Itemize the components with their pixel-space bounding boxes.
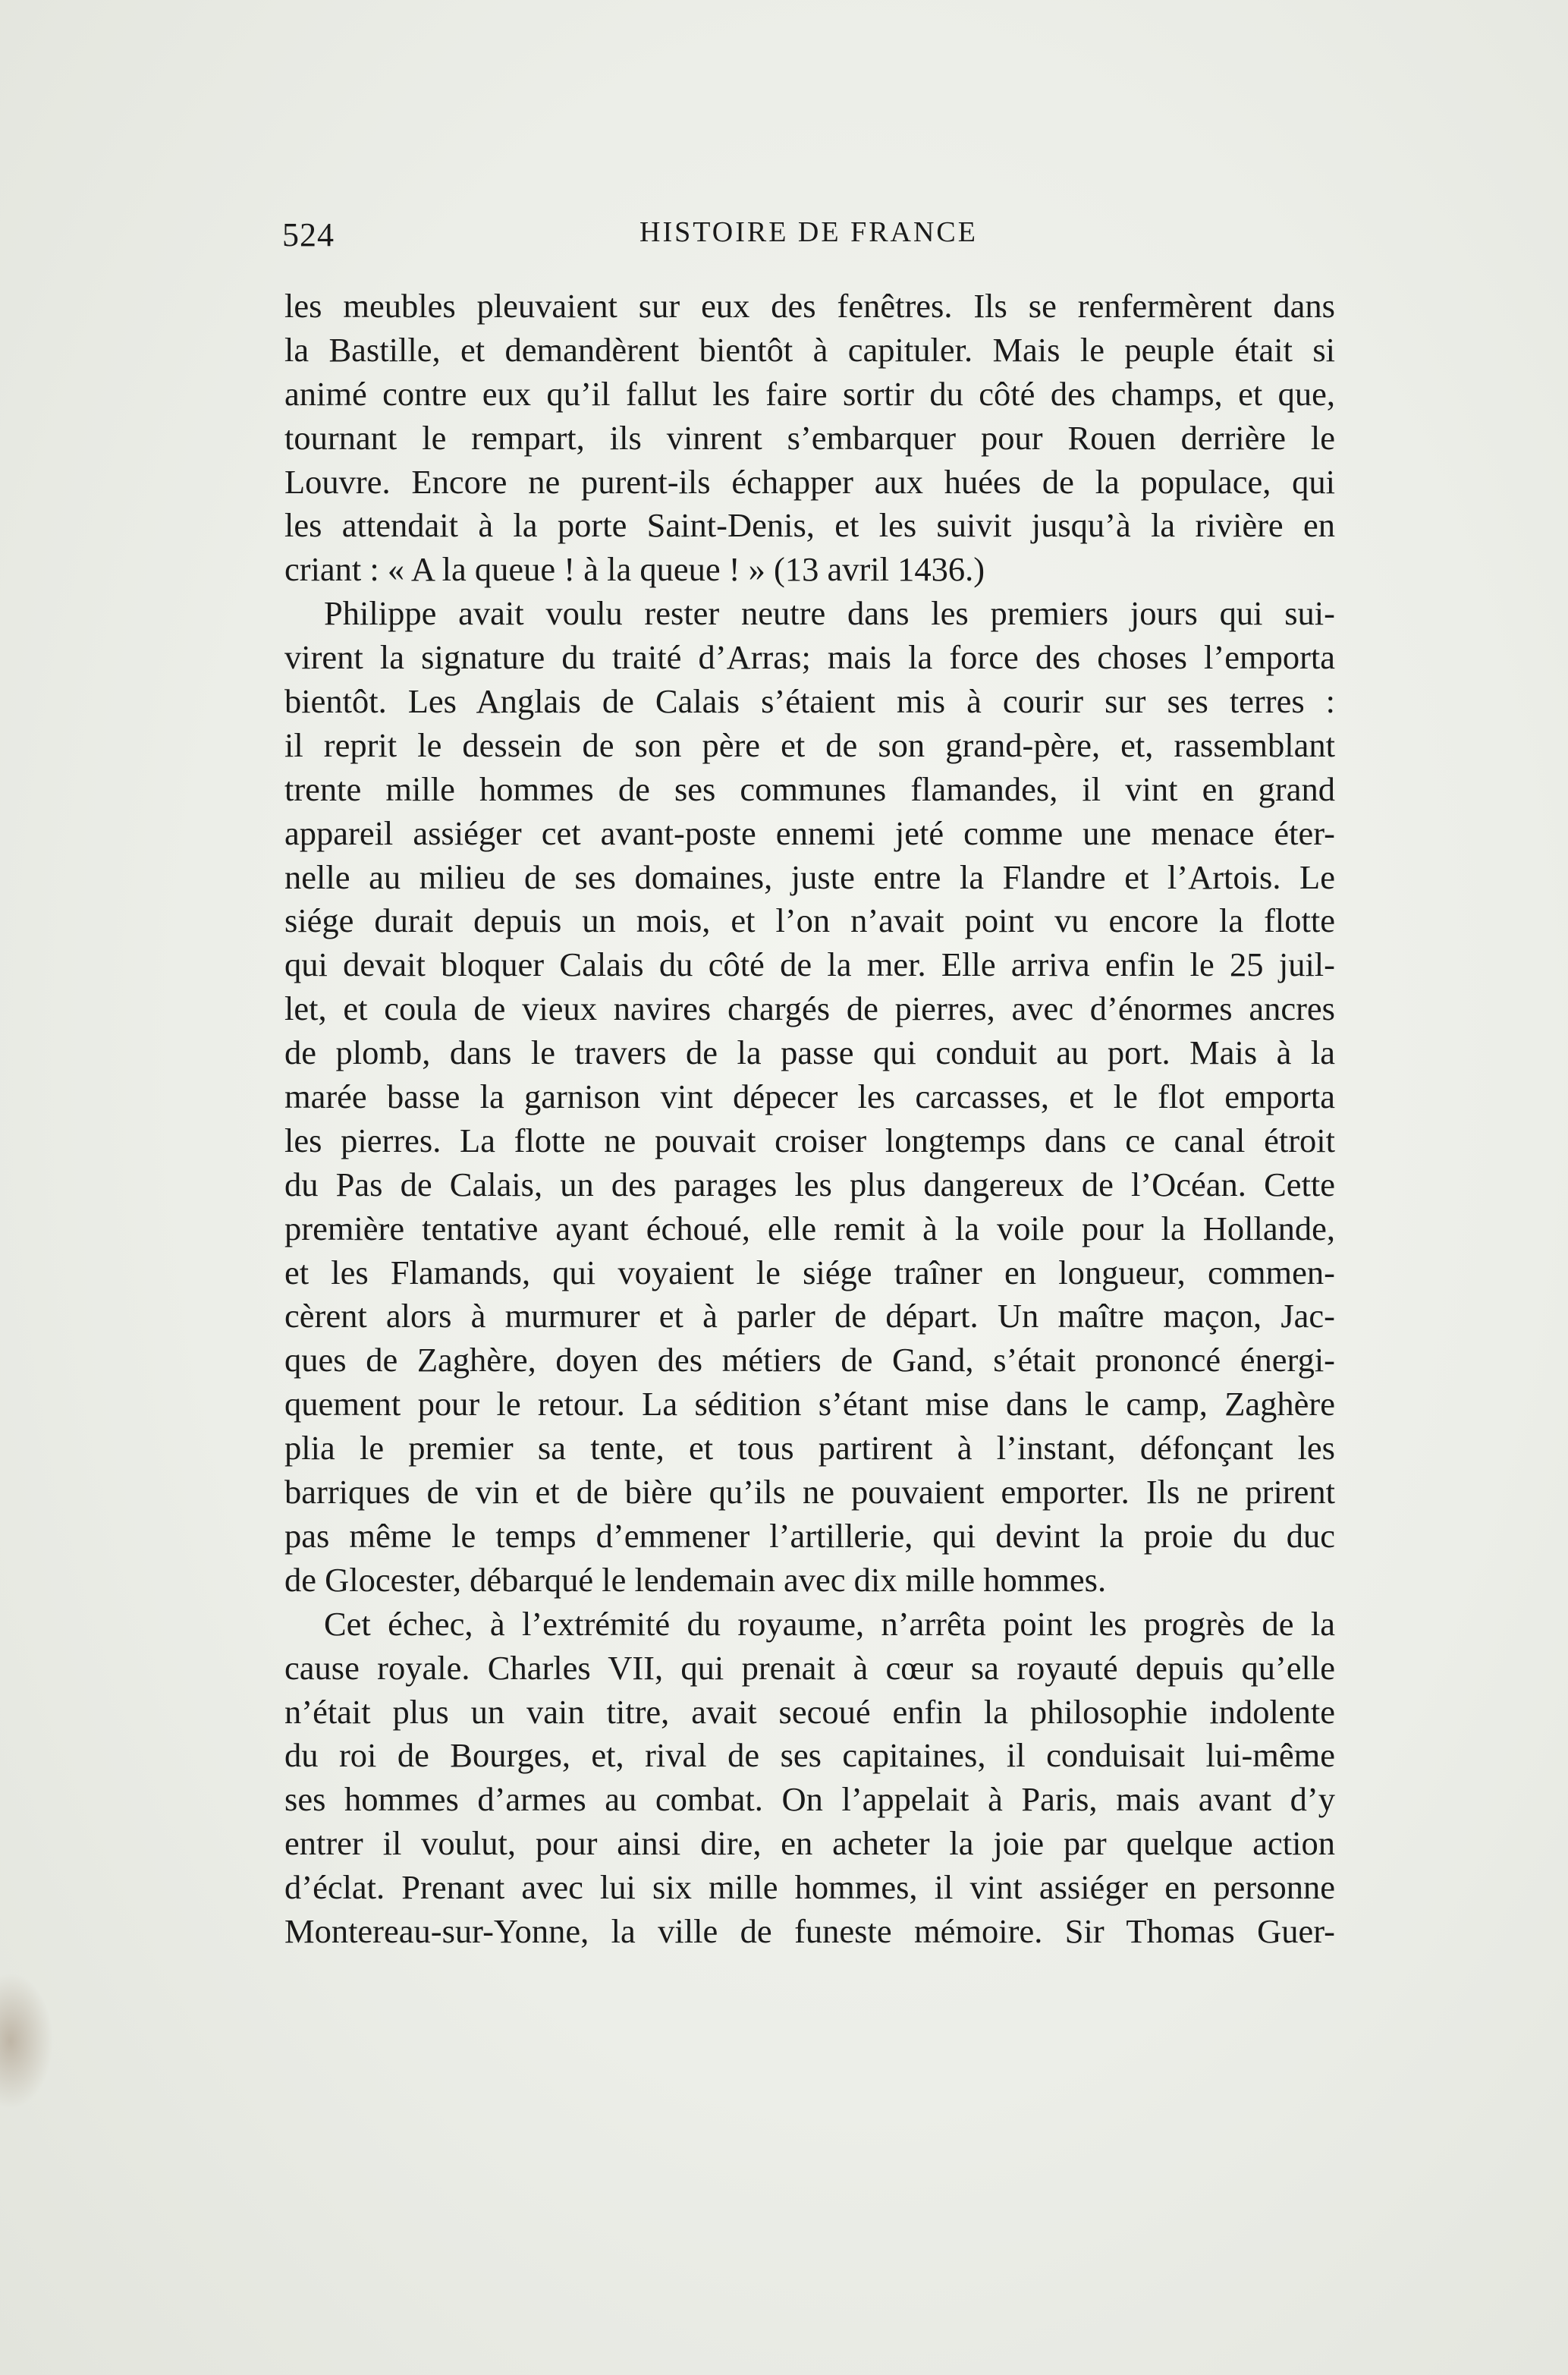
- paragraph-start-line: Cet échec, à l’extrémité du royaume, n’arrêta point les progrès de la: [324, 1604, 1335, 1643]
- paragraph-start-line: Philippe avait voulu rester neutre dans les premiers jours qui sui-: [324, 594, 1335, 633]
- text-line: du roi de Bourges, et, rival de ses capitaines, il conduisait lui-même: [284, 1736, 1335, 1775]
- text-line: du Pas de Calais, un des parages les plus dangereux de l’Océan. Cette: [284, 1165, 1335, 1203]
- text-line: trente mille hommes de ses communes flamandes, il vint en grand: [284, 769, 1335, 808]
- text-line: la Bastille, et demandèrent bientôt à capituler. Mais le peuple était si: [284, 330, 1335, 369]
- text-line: il reprit le dessein de son père et de son grand-père, et, rassemblant: [284, 725, 1335, 764]
- text-line: marée basse la garnison vint dépecer les carcasses, et le flot emporta: [284, 1077, 1335, 1116]
- text-line: barriques de vin et de bière qu’ils ne pouvaient emporter. Ils ne prirent: [284, 1473, 1335, 1512]
- page-header: [282, 215, 1335, 261]
- text-line: d’éclat. Prenant avec lui six mille hommes, il vint assiéger en personne: [284, 1868, 1335, 1907]
- text-line: nelle au milieu de ses domaines, juste entre la Flandre et l’Artois. Le: [284, 857, 1335, 896]
- text-line: bientôt. Les Anglais de Calais s’étaient mis à courir sur ses terres :: [284, 682, 1335, 721]
- body-text: [284, 285, 1335, 1954]
- text-line: tournant le rempart, ils vinrent s’embarquer pour Rouen derrière le: [284, 418, 1335, 457]
- text-line: Montereau-sur-Yonne, la ville de funeste mémoire. Sir Thomas Guer-: [284, 1911, 1335, 1950]
- text-line: cèrent alors à murmurer et à parler de départ. Un maître maçon, Jac-: [284, 1297, 1335, 1335]
- text-line: n’était plus un vain titre, avait secoué enfin la philosophie indolente: [284, 1692, 1335, 1731]
- text-line: animé contre eux qu’il fallut les faire sortir du côté des champs, et que,: [284, 374, 1335, 413]
- text-line: let, et coula de vieux navires chargés de pierres, avec d’énormes ancres: [284, 989, 1335, 1028]
- text-line: et les Flamands, qui voyaient le siége traîner en longueur, commen-: [284, 1253, 1335, 1291]
- text-line: appareil assiéger cet avant-poste ennemi jeté comme une menace éter-: [284, 813, 1335, 852]
- text-line: criant : « A la queue ! à la queue ! » (13 avril 1436.): [284, 550, 985, 589]
- text-line: quement pour le retour. La sédition s’étant mise dans le camp, Zaghère: [284, 1385, 1335, 1423]
- running-title: HISTOIRE DE FRANCE: [639, 216, 978, 248]
- text-line: première tentative ayant échoué, elle remit à la voile pour la Hollande,: [284, 1209, 1335, 1247]
- text-line: les pierres. La flotte ne pouvait croiser longtemps dans ce canal étroit: [284, 1121, 1335, 1159]
- text-line: plia le premier sa tente, et tous partirent à l’instant, défonçant les: [284, 1429, 1335, 1467]
- text-line: les attendait à la porte Saint-Denis, et les suivit jusqu’à la rivière en: [284, 506, 1335, 545]
- text-line: pas même le temps d’emmener l’artillerie, qui devint la proie du duc: [284, 1516, 1335, 1555]
- text-line: Louvre. Encore ne purent-ils échapper aux huées de la populace, qui: [284, 462, 1335, 501]
- text-line: siége durait depuis un mois, et l’on n’avait point vu encore la flotte: [284, 901, 1335, 940]
- text-line: de Glocester, débarqué le lendemain avec dix mille hommes.: [284, 1560, 1107, 1599]
- text-line: virent la signature du traité d’Arras; mais la force des choses l’emporta: [284, 638, 1335, 677]
- page-number: 524: [282, 216, 335, 253]
- text-line: cause royale. Charles VII, qui prenait à cœur sa royauté depuis qu’elle: [284, 1648, 1335, 1687]
- text-line: de plomb, dans le travers de la passe qui conduit au port. Mais à la: [284, 1033, 1335, 1072]
- paper-stain: [0, 1973, 53, 2109]
- text-line: ques de Zaghère, doyen des métiers de Gand, s’était prononcé énergi-: [284, 1341, 1335, 1379]
- text-line: ses hommes d’armes au combat. On l’appelait à Paris, mais avant d’y: [284, 1780, 1335, 1819]
- text-line: entrer il voulut, pour ainsi dire, en acheter la joie par quelque action: [284, 1824, 1335, 1863]
- text-line: qui devait bloquer Calais du côté de la mer. Elle arriva enfin le 25 juil-: [284, 945, 1335, 984]
- text-line: les meubles pleuvaient sur eux des fenêtres. Ils se renfermèrent dans: [284, 287, 1335, 325]
